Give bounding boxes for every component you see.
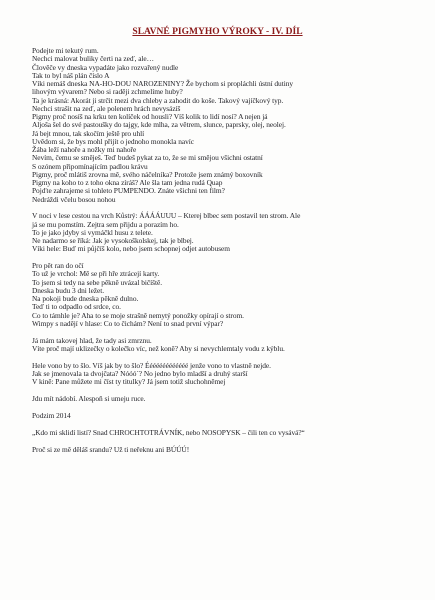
text-line: V kině: Pane můžete mi číst ty titulky? Já jsem totiž sluchohněmej bbox=[32, 377, 226, 387]
text-line: Ta je krásná: Akorát ji strčit mezi dva chleby a zahodit do koše. Takový vajíčkový typ. bbox=[32, 95, 284, 105]
paragraph-gap bbox=[32, 403, 412, 412]
text-line: Na pokoji bude dneska pěkně dulno. bbox=[32, 294, 139, 304]
text-line: Uvědom si, že bys mohl přijít o jednoho monokla navíc bbox=[32, 136, 194, 146]
text-line: Víte proč mají uklizečky o kolečko víc, než koně? Aby si nevychlemtaly vodu z kýblu. bbox=[32, 344, 285, 354]
text-line: Nedráždi včelu bosou nohou bbox=[32, 194, 116, 204]
text-line: Nevím, čemu se směješ. Teď budeš pykat za to, že se mi smějou všichni ostatní bbox=[32, 153, 263, 163]
text-line: Podzim 2014 bbox=[32, 411, 71, 421]
text-line: Teď ti to odpadlo od srdce, co. bbox=[32, 302, 121, 312]
text-line: já se mu pomstím. Zejtra sem přijdu a porazím ho. bbox=[32, 219, 179, 229]
text-line: Aljoša šel do své pastoušky do tajgy, kde mlha, za větrem, slunce, paprsky, olej, neolej. bbox=[32, 120, 286, 130]
text-line: Víki nemáš dneska NA-HO-DOU NAROZENINY? Že bychom si propláchli ústní dutiny bbox=[32, 79, 293, 88]
text-line: Nechci strašit na zeď, ale polenem hrách nevysázíš bbox=[32, 103, 181, 113]
text-line: Wimpy s nadějí v hlase: Co to čichám? Není to snad první výpar? bbox=[32, 318, 224, 328]
text-line: Nechci malovat buliky čerti na zeď, ale… bbox=[32, 54, 155, 64]
document-title bbox=[0, 27, 435, 37]
text-line: „Kdo mi sklidí listí? Snad CHROCHTOTRÁVNÍK, nebo NOSOPYSK – čili ten co vysává?“ bbox=[32, 427, 305, 437]
text-line: To už je vrchol: Mě se při hře ztrácejí karty. bbox=[32, 269, 160, 279]
text-line: Co to támhle je? Aha to se moje strašně nemytý ponožky opírají o strom. bbox=[32, 310, 244, 320]
text-line: Jdu mít nádobí. Alespoň si umeju ruce. bbox=[32, 394, 146, 404]
text-line: Víki hele: Buď mi půjčíš kolo, nebo jsem schopnej odjet autobusem bbox=[32, 244, 230, 254]
text-line: Tak to byl náš plán číslo A bbox=[32, 70, 110, 80]
document-title-text: SLAVNÉ PIGMYHO VÝROKY - IV. DÍL bbox=[132, 27, 303, 37]
text-line: Pigmy, proč mlátiš zrovna mě, svého náčelníka? Protože jsem známý boxovník bbox=[32, 169, 263, 179]
text-line: Já bejt mnou, tak skočím ještě pro uhlí bbox=[32, 128, 145, 138]
text-line: Pigmy na koho to z toho okna zíráš? Ale šla tam jedna rudá Quap bbox=[32, 178, 223, 187]
paragraph-gap bbox=[32, 254, 412, 263]
text-line: Proč si ze mě děláš srandu? Už ti neřeknu ani BÚÚÚ! bbox=[32, 444, 190, 454]
text-line: S ozónem připomínajícím padlou krávu bbox=[32, 161, 148, 171]
text-line: V noci v lese cestou na vrch Kůstrý: ÁÁÁÁUUU – Kterej blbec sem postavil ten strom. Ale bbox=[32, 211, 301, 221]
document-body bbox=[32, 47, 412, 454]
text-line: Ne nadarmo se říká: Jak je vysokoškolskej, tak je blbej. bbox=[32, 236, 194, 246]
text-line: lihovým vývarem? Nebo si raději zchmelíme huby? bbox=[32, 87, 183, 97]
text-line: Dneska budu 3 dni ležet. bbox=[32, 285, 105, 295]
text-line: To je jako jdyby si vymáčkl husu z telete. bbox=[32, 227, 153, 237]
text-line: Pojďte zahrajeme si tohleto PUMPENDO. Znáte všichni ten film? bbox=[32, 186, 225, 196]
text-line: Žába leží nahoře a nožky mi nahoře bbox=[32, 145, 137, 154]
text-line: To jsem si tedy na sebe pěkně uvázal bičíště. bbox=[32, 277, 163, 287]
text-line: Podejte mi tekutý rum. bbox=[32, 46, 99, 55]
text-line: Pro pět ran do očí bbox=[32, 261, 84, 271]
text-line: Já mám takovej hlad, že tady asi zmrznu. bbox=[32, 335, 152, 345]
text-line: Pigmy proč nosíš na krku ten kolíček od housli? Víš kolik to lidí nosí? A nejen já bbox=[32, 112, 268, 121]
text-line: Člověče vy dneska vypadáte jako rozvařený nudle bbox=[32, 62, 179, 72]
text-line: Hele vono by to šlo. Víš jak by to šlo? Ééééééééééééé jenže vono to vlastně nejde. bbox=[32, 360, 271, 370]
text-line: Jak se jmenovala ta dvojčata? Nóóó´? No jedno bylo mladší a druhý starší bbox=[32, 369, 248, 379]
